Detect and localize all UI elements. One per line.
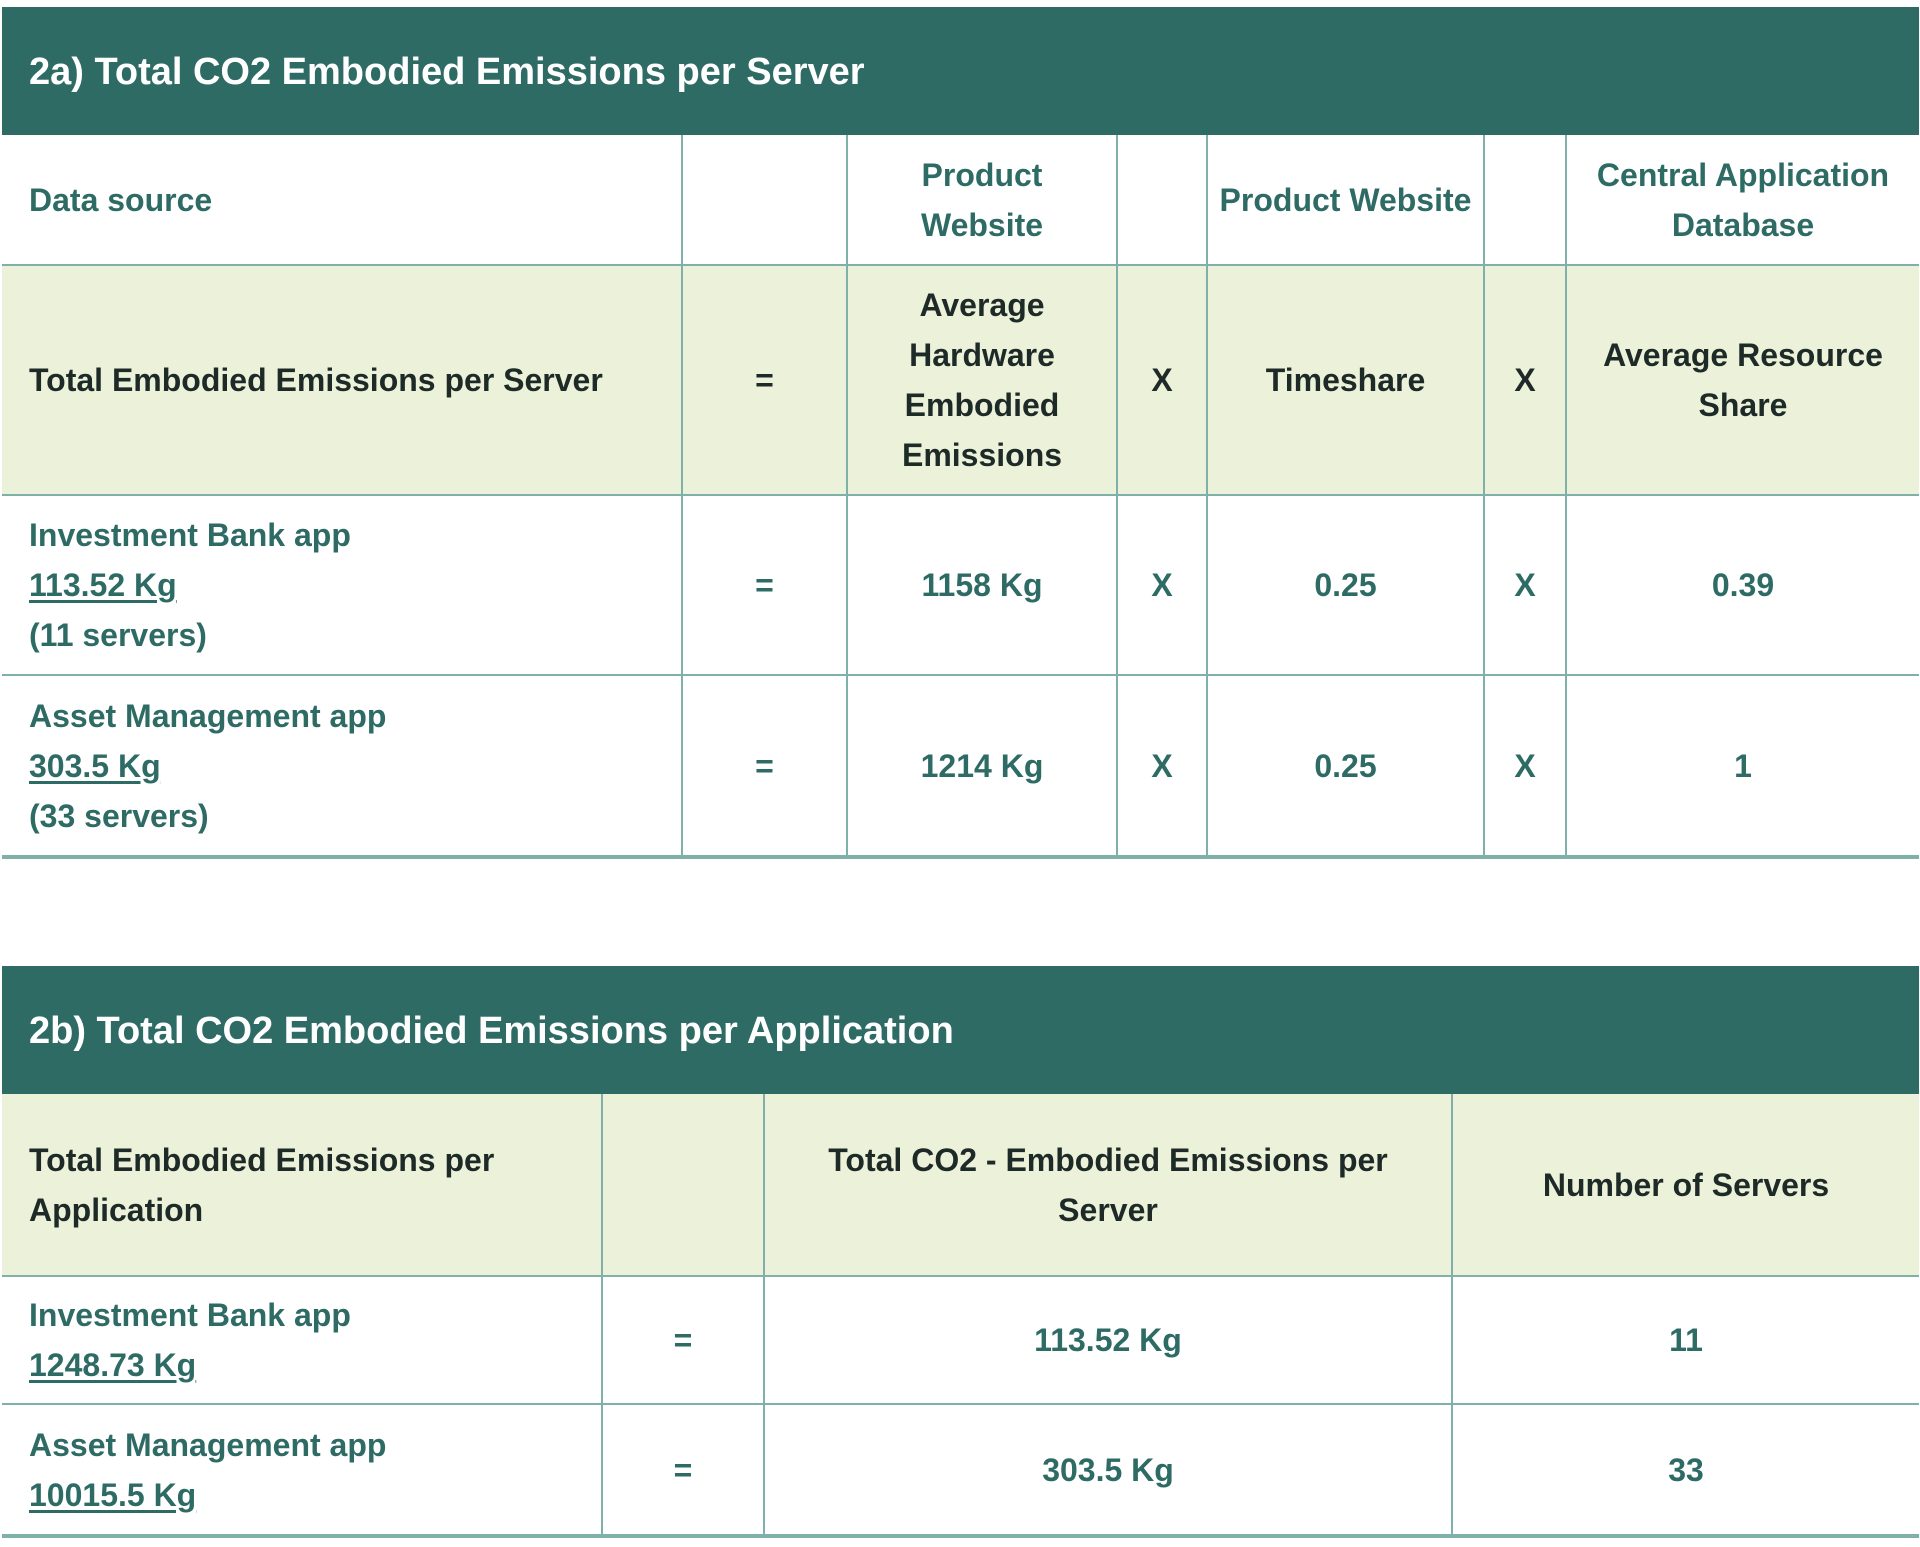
- table-row: [2, 1404, 1919, 1536]
- app-name: Asset Management app: [29, 697, 387, 734]
- section-embodied-per-server: [2, 7, 1919, 859]
- empty-cell: [1117, 135, 1207, 265]
- timeshare-value: 0.25: [1207, 495, 1484, 675]
- source-resource: Central Application Database: [1566, 135, 1919, 265]
- data-source-label: Data source: [2, 135, 682, 265]
- equals-sign: =: [682, 265, 847, 495]
- formula-per-server: Total CO2 - Embodied Emissions per Server: [764, 1094, 1452, 1276]
- formula-label: Total Embodied Emissions per Application: [2, 1094, 602, 1276]
- server-count: (33 servers): [29, 797, 209, 834]
- app-cell: [2, 675, 682, 857]
- per-server-value: 303.5 Kg: [764, 1404, 1452, 1536]
- per-server-value: 113.52 Kg: [764, 1276, 1452, 1404]
- multiply-sign: X: [1484, 495, 1566, 675]
- source-timeshare: Product Website: [1207, 135, 1484, 265]
- empty-cell: [682, 135, 847, 265]
- section-title: 2a) Total CO2 Embodied Emissions per Server: [2, 7, 1919, 135]
- formula-hardware: Average Hardware Embodied Emissions: [847, 265, 1117, 495]
- formula-row: [2, 1094, 1919, 1276]
- empty-cell: [1484, 135, 1566, 265]
- embodied-per-server-table: [2, 135, 1919, 859]
- app-name: Investment Bank app: [29, 1297, 351, 1333]
- total-link[interactable]: 113.52 Kg: [29, 567, 177, 603]
- section-title: 2b) Total CO2 Embodied Emissions per Application: [2, 966, 1919, 1094]
- total-link[interactable]: 303.5 Kg: [29, 747, 161, 784]
- num-servers-value: 33: [1452, 1404, 1919, 1536]
- app-cell: [2, 1404, 602, 1536]
- multiply-sign: X: [1117, 495, 1207, 675]
- app-name: Asset Management app: [29, 1426, 387, 1463]
- server-count: (11 servers): [29, 617, 207, 653]
- equals-sign: =: [682, 495, 847, 675]
- multiply-sign: X: [1484, 265, 1566, 495]
- multiply-sign: X: [1117, 265, 1207, 495]
- data-source-row: [2, 135, 1919, 265]
- equals-sign: =: [602, 1404, 764, 1536]
- table-row: [2, 1276, 1919, 1404]
- source-hardware: Product Website: [847, 135, 1117, 265]
- app-cell: [2, 1276, 602, 1404]
- embodied-per-application-table: [2, 1094, 1919, 1538]
- hardware-value: 1158 Kg: [847, 495, 1117, 675]
- app-cell: [2, 495, 682, 675]
- num-servers-value: 11: [1452, 1276, 1919, 1404]
- hardware-value: 1214 Kg: [847, 675, 1117, 857]
- empty-cell: [602, 1094, 764, 1276]
- section-embodied-per-application: [2, 966, 1919, 1538]
- multiply-sign: X: [1484, 675, 1566, 857]
- resource-value: 1: [1566, 675, 1919, 857]
- app-name: Investment Bank app: [29, 517, 351, 553]
- table-row: [2, 495, 1919, 675]
- table-row: [2, 675, 1919, 857]
- resource-value: 0.39: [1566, 495, 1919, 675]
- formula-timeshare: Timeshare: [1207, 265, 1484, 495]
- formula-resource: Average Resource Share: [1566, 265, 1919, 495]
- formula-num-servers: Number of Servers: [1452, 1094, 1919, 1276]
- formula-label: Total Embodied Emissions per Server: [2, 265, 682, 495]
- total-link[interactable]: 10015.5 Kg: [29, 1476, 197, 1513]
- total-link[interactable]: 1248.73 Kg: [29, 1347, 197, 1383]
- equals-sign: =: [682, 675, 847, 857]
- equals-sign: =: [602, 1276, 764, 1404]
- timeshare-value: 0.25: [1207, 675, 1484, 857]
- multiply-sign: X: [1117, 675, 1207, 857]
- formula-row: [2, 265, 1919, 495]
